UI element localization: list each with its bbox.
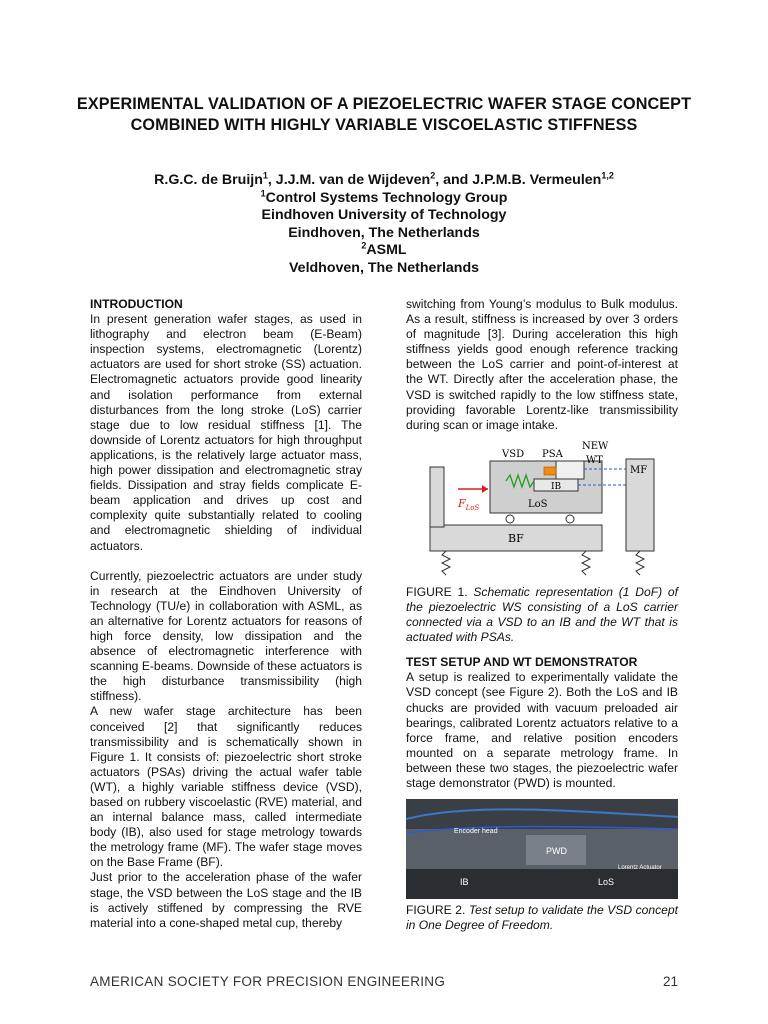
label-force: $F_{LoS}$ xyxy=(458,496,480,512)
figure-2-caption: FIGURE 2. Test setup to validate the VSD concept in One Degree of Freedom. xyxy=(406,903,678,933)
wheel xyxy=(506,515,514,523)
ground-spring xyxy=(582,551,590,575)
affiliation-2-city: Veldhoven, The Netherlands xyxy=(289,259,479,276)
affiliation-2: $^2$ASML xyxy=(361,240,407,259)
author-names: R.G.C. de Bruijn$^1$, J.J.M. van de Wijdeven$^2$, and J.P.M.B. Vermeulen$^{1,2}$ xyxy=(154,170,614,188)
ground-spring xyxy=(442,551,450,575)
ground-spring xyxy=(636,551,644,575)
paragraph: In present generation wafer stages, as used in lithography and electron beam (E-Beam) inspection systems, electromagnetic (Lorentz) actuators are used for short stroke (SS) actuation. Electromagnetic actuators provide good linearity and isolation performance from external disturbances from the long stroke (LoS) carrier stage due to low residual stiffness [1]. The downside of Lorentz actuators for high throughput applications, is the relatively large actuator mass, high power dissipation and electromagnetic stray fields. Dissipation and stray fields complicate E-beam application and drives up cost and complexity quite substantially related to cooling and electromagnetic shielding of individual actuators. xyxy=(90,312,362,553)
left-column xyxy=(90,297,362,931)
wafer-table-block xyxy=(556,461,584,479)
psa-actuator xyxy=(544,467,556,475)
paragraph: A new wafer stage architecture has been conceived [2] that significantly reduces transmissibility and is schematically shown in Figure 1. It consists of: piezoelectric short stroke actuators (PSAs) driving the actual wafer table (WT), a highly variable stiffness device (VSD), based on rubbery viscoelastic (RVE) material, and an internal balance mass, called intermediate body (IB), also used for stage metrology towards the metrology frame (MF). The wafer stage moves on the Base Frame (BF). xyxy=(90,704,362,870)
paragraph: switching from Young’s modulus to Bulk modulus. As a result, stiffness is increased by over 3 orders of magnitude [3]. During acceleration this high stiffness yields good enough reference tracking between the LoS carrier and point-of-interest at the WT. Directly after the acceleration phase, the VSD is switched rapidly to the low stiffness state, providing favorable Lorentz-like transmissibility during scan or image intake. xyxy=(406,297,678,432)
label-pwd: PWD xyxy=(546,846,567,857)
footer-page-number: 21 xyxy=(662,974,678,989)
paragraph: Currently, piezoelectric actuators are under study in research at the Eindhoven University of Technology (TU/e) in collaboration with ASML, as an alternative for Lorentz actuators for reasons of high force density, low dissipation and the absence of electromagnetic interference with scanning E-beams. Downside of these actuators is the high disturbance transmissibility (high stiffness). xyxy=(90,568,362,704)
affiliation-1-university: Eindhoven University of Technology xyxy=(261,207,507,224)
label-ib: IB xyxy=(551,481,562,492)
label-wt: WT xyxy=(586,454,603,466)
paragraph: Just prior to the acceleration phase of the wafer stage, the VSD between the LoS stage and the IB is actively stiffened by compressing the RVE material into a cone-shaped metal cup, thereby xyxy=(90,870,362,930)
figure-1-caption: FIGURE 1. Schematic representation (1 DoF) of the piezoelectric WS consisting of a LoS carrier connected via a VSD to an IB and the WT that is actuated with PSAs. xyxy=(406,584,678,645)
right-column xyxy=(406,297,678,933)
label-lorentz: Lorentz Actuator xyxy=(618,865,662,872)
label-ib-photo: IB xyxy=(460,877,469,888)
paragraph: A setup is realized to experimentally validate the VSD concept (see Figure 2). Both the LoS and IB chucks are provided with vacuum preloaded air bearings, calibrated Lorentz actuators relative to a force frame, and relative position encoders mounted on a separate metrology frame. In between these two stages, the piezoelectric wafer stage demonstrator (PWD) is mounted. xyxy=(406,670,678,790)
paper-title: EXPERIMENTAL VALIDATION OF A PIEZOELECTRIC WAFER STAGE CONCEPT COMBINED WITH HIGHLY VARIABLE VISCOELASTIC STIFFNESS xyxy=(76,95,692,134)
base-frame-post xyxy=(430,467,444,527)
section-heading-introduction: INTRODUCTION xyxy=(90,297,183,311)
label-new: NEW xyxy=(582,440,609,452)
label-mf: MF xyxy=(630,464,648,476)
label-los-photo: LoS xyxy=(598,877,615,888)
wheel xyxy=(566,515,574,523)
label-los: LoS xyxy=(528,498,548,510)
footer-society: AMERICAN SOCIETY FOR PRECISION ENGINEERING xyxy=(90,974,446,989)
affiliation-1: $^1$Control Systems Technology Group xyxy=(260,187,508,206)
label-vsd: VSD xyxy=(502,448,525,460)
section-heading-test-setup: TEST SETUP AND WT DEMONSTRATOR xyxy=(406,655,638,670)
affiliation-1-city: Eindhoven, The Netherlands xyxy=(288,224,480,241)
force-arrowhead xyxy=(482,485,488,493)
figure-1-schematic xyxy=(406,439,678,581)
figure-2-photo xyxy=(406,799,678,899)
label-psa: PSA xyxy=(542,448,563,460)
label-encoder: Encoder head xyxy=(454,828,498,836)
label-bf: BF xyxy=(508,531,524,545)
photo-floor xyxy=(406,869,678,899)
authors-block xyxy=(60,172,708,278)
